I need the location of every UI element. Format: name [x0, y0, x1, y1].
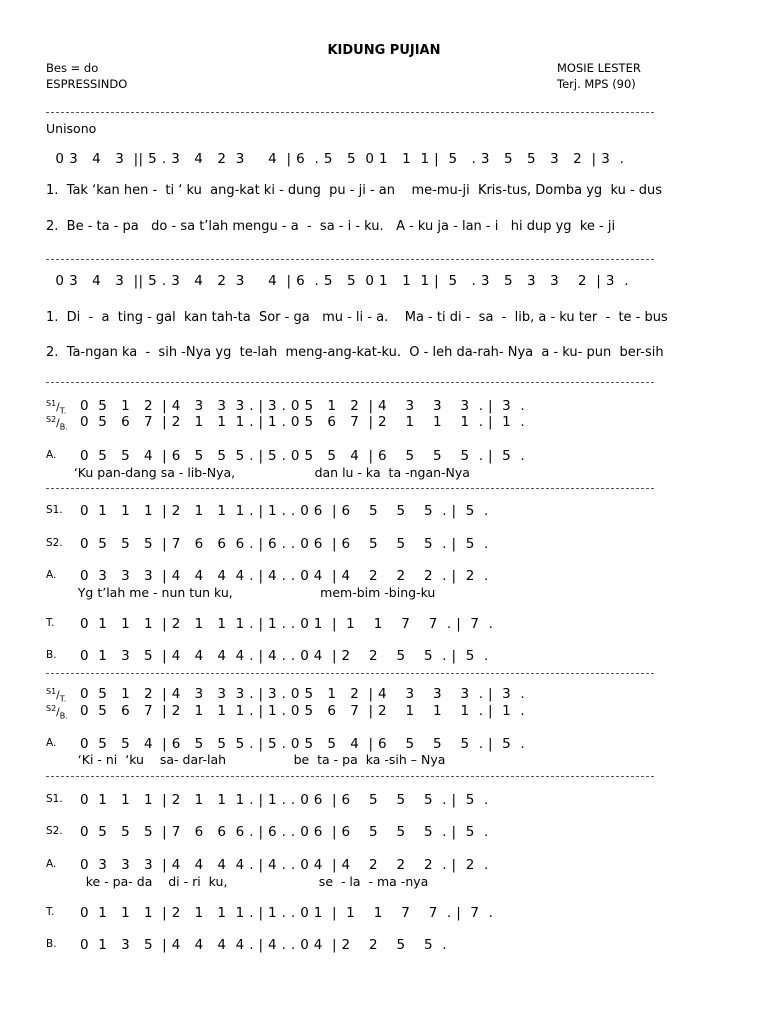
divider	[46, 488, 654, 489]
unison-label: Unisono	[46, 121, 97, 136]
part-label: S1.	[46, 793, 63, 805]
part-row	[46, 414, 526, 432]
part-label: A.	[46, 569, 57, 581]
translator: Terj. MPS (90)	[557, 77, 636, 91]
part-label: B.	[46, 938, 57, 950]
part-row	[46, 448, 526, 464]
part-label: $^{S2}/_{B.}$	[46, 704, 68, 721]
part-row	[46, 736, 526, 752]
part-notes: 0 1 3 5 | 4 4 4 4 . | 4 . . 0 4 | 2 2 5 5 .	[80, 937, 452, 953]
part-row	[46, 503, 489, 519]
part-row	[46, 703, 526, 721]
part-notes: 0 3 3 3 | 4 4 4 4 . | 4 . . 0 4 | 4 2 2 2 . | 2 .	[80, 568, 489, 584]
key-signature: Bes = do	[46, 61, 99, 75]
part-label: T.	[46, 617, 55, 629]
divider	[46, 112, 654, 113]
part-notes: 0 5 5 4 | 6 5 5 5 . | 5 . 0 5 5 4 | 6 5 5 5 . | 5 .	[80, 736, 526, 752]
part-notes: 0 1 1 1 | 2 1 1 1 . | 1 . . 0 6 | 6 5 5 5 . | 5 .	[80, 792, 489, 808]
part-row	[46, 824, 489, 840]
divider	[46, 673, 654, 674]
part-row	[46, 686, 526, 704]
part-row	[46, 616, 494, 632]
section-lyric: ke - pa- da di - ri ku, se - la - ma -nya	[46, 874, 429, 889]
part-label: A.	[46, 449, 57, 461]
part-notes: 0 5 5 5 | 7 6 6 6 . | 6 . . 0 6 | 6 5 5 5 . | 5 .	[80, 824, 489, 840]
part-notes: 0 5 1 2 | 4 3 3 3 . | 3 . 0 5 1 2 | 4 3 3 3 . | 3 .	[80, 398, 526, 414]
part-row	[46, 857, 489, 873]
unison-verse-1a: 1. Tak ‘kan hen - ti ‘ ku ang-kat ki - dung pu - ji - an me-mu-ji Kris-tus, Domba yg ku - dus	[46, 183, 663, 198]
part-label: $^{S1}/_{T.}$	[46, 687, 67, 704]
part-label: B.	[46, 649, 57, 661]
unison-notes-2: 0 3 4 3 || 5 . 3 4 2 3 4 | 6 . 5 5 0 1 1 1 | 5 . 3 5 3 3 2 | 3 .	[46, 273, 629, 289]
tempo-marking: ESPRESSINDO	[46, 77, 128, 91]
part-notes: 0 1 3 5 | 4 4 4 4 . | 4 . . 0 4 | 2 2 5 5 . | 5 .	[80, 648, 489, 664]
part-label: S1.	[46, 504, 63, 516]
part-label: S2.	[46, 825, 63, 837]
part-notes: 0 5 1 2 | 4 3 3 3 . | 3 . 0 5 1 2 | 4 3 3 3 . | 3 .	[80, 686, 526, 702]
composer: MOSIE LESTER	[557, 61, 641, 75]
song-title: KIDUNG PUJIAN	[327, 43, 441, 58]
part-notes: 0 3 3 3 | 4 4 4 4 . | 4 . . 0 4 | 4 2 2 2 . | 2 .	[80, 857, 489, 873]
divider	[46, 259, 654, 260]
part-notes: 0 5 6 7 | 2 1 1 1 . | 1 . 0 5 6 7 | 2 1 1 1 . | 1 .	[80, 414, 526, 430]
unison-verse-1b: 1. Di - a ting - gal kan tah-ta Sor - ga mu - li - a. Ma - ti di - sa - lib, a - ku ter - te - bus	[46, 310, 668, 325]
divider	[46, 776, 654, 777]
part-label: A.	[46, 858, 57, 870]
part-row	[46, 398, 526, 416]
section-lyric: Yg t’lah me - nun tun ku, mem-bim -bing-ku	[46, 585, 436, 600]
part-row	[46, 568, 489, 584]
part-label: S2.	[46, 537, 63, 549]
part-row	[46, 792, 489, 808]
part-label: $^{S2}/_{B.}$	[46, 415, 68, 432]
unison-verse-2a: 2. Be - ta - pa do - sa t’lah mengu - a - sa - i - ku. A - ku ja - lan - i hi dup yg ke - ji	[46, 219, 616, 234]
part-row	[46, 536, 489, 552]
part-notes: 0 1 1 1 | 2 1 1 1 . | 1 . . 0 1 | 1 1 7 7 . | 7 .	[80, 905, 494, 921]
part-notes: 0 1 1 1 | 2 1 1 1 . | 1 . . 0 6 | 6 5 5 5 . | 5 .	[80, 503, 489, 519]
part-label: T.	[46, 906, 55, 918]
unison-notes-1: 0 3 4 3 || 5 . 3 4 2 3 4 | 6 . 5 5 0 1 1 1 | 5 . 3 5 5 3 2 | 3 .	[46, 151, 625, 167]
part-notes: 0 5 5 4 | 6 5 5 5 . | 5 . 0 5 5 4 | 6 5 5 5 . | 5 .	[80, 448, 526, 464]
part-label: $^{S1}/_{T.}$	[46, 399, 67, 416]
part-notes: 0 1 1 1 | 2 1 1 1 . | 1 . . 0 1 | 1 1 7 7 . | 7 .	[80, 616, 494, 632]
part-row	[46, 905, 494, 921]
part-notes: 0 5 6 7 | 2 1 1 1 . | 1 . 0 5 6 7 | 2 1 1 1 . | 1 .	[80, 703, 526, 719]
part-label: A.	[46, 737, 57, 749]
section-lyric: ‘Ki - ni ‘ku sa- dar-lah be ta - pa ka -sih – Nya	[46, 752, 446, 767]
unison-verse-2b: 2. Ta-ngan ka - sih -Nya yg te-lah meng-ang-kat-ku. O - leh da-rah- Nya a - ku- pun ber-sih	[46, 345, 664, 360]
section-lyric: ‘Ku pan-dang sa - lib-Nya, dan lu - ka ta -ngan-Nya	[46, 465, 470, 480]
part-notes: 0 5 5 5 | 7 6 6 6 . | 6 . . 0 6 | 6 5 5 5 . | 5 .	[80, 536, 489, 552]
part-row	[46, 937, 452, 953]
part-row	[46, 648, 489, 664]
divider	[46, 382, 654, 383]
